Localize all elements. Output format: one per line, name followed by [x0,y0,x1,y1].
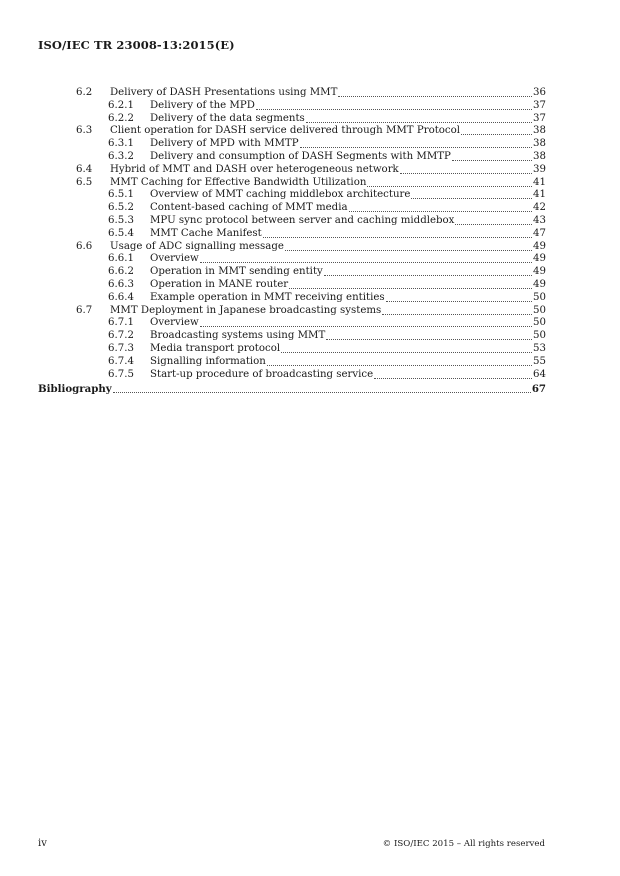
toc-entry[interactable] [108,316,546,329]
toc-entry-title: Broadcasting systems using MMT [150,330,326,342]
toc-entry-number: 6.7 [76,304,93,316]
toc-entry[interactable] [108,137,546,150]
toc-entry-title: Overview of MMT caching middlebox architecture [150,189,411,201]
toc-entry[interactable] [76,163,546,176]
toc-entry-title: Content-based caching of MMT media [150,202,348,214]
copyright-notice: © ISO/IEC 2015 – All rights reserved [382,839,545,849]
toc-entry-title: Client operation for DASH service delivered through MMT Protocol [110,125,461,137]
toc-entry-page: 55 [533,355,546,367]
toc-entry-number: 6.4 [76,163,93,175]
toc-entry-title: Delivery of the data segments [150,112,305,124]
toc-entry-page: 41 [533,176,546,188]
toc-entry-title: MMT Caching for Effective Bandwidth Utilization [110,176,367,188]
toc-entry-page: 38 [533,125,546,137]
toc-entry-page: 37 [533,99,546,111]
dot-leader [256,109,532,110]
document-id-header: ISO/IEC TR 23008-13:2015(E) [38,38,235,52]
toc-entry-title: Bibliography [38,383,112,395]
toc-entry-page: 38 [533,138,546,150]
toc-entry-number: 6.3.1 [108,138,134,150]
toc-entry[interactable] [76,304,546,317]
toc-entry-title: Operation in MMT sending entity [150,266,323,278]
toc-entry-page: 36 [533,87,546,98]
toc-entry-number: 6.7.2 [108,330,134,342]
toc-entry-number: 6.2 [76,87,93,98]
dot-leader [200,326,532,327]
toc-entry-number: 6.5.4 [108,227,134,239]
toc-entry[interactable] [108,265,546,278]
toc-entry-number: 6.3 [76,125,93,137]
toc-entry[interactable] [76,240,546,253]
toc-entry[interactable] [108,291,546,304]
dot-leader [455,224,532,225]
toc-entry-title: Usage of ADC signalling message [110,240,284,252]
dot-leader [300,147,532,148]
toc-entry-title: Delivery of DASH Presentations using MMT [110,87,338,98]
toc-entry-number: 6.6 [76,240,93,252]
toc-entry-page: 50 [533,304,546,316]
toc-entry-title: MMT Deployment in Japanese broadcasting systems [110,304,382,316]
toc-entry-title: Delivery and consumption of DASH Segments with MMTP [150,151,451,162]
toc-entry-page: 50 [533,291,546,303]
toc-entry-number: 6.7.4 [108,355,134,367]
toc-entry-number: 6.7.3 [108,343,134,354]
toc-entry-page: 67 [531,383,546,395]
dot-leader [306,122,532,123]
toc-entry[interactable] [108,329,546,342]
dot-leader [349,211,533,212]
toc-entry[interactable] [108,188,546,201]
toc-entry-title: Hybrid of MMT and DASH over heterogeneous network [110,163,399,175]
page-number: iv [38,838,47,849]
toc-entry-title: Signalling information [150,355,266,367]
dot-leader [461,134,532,135]
toc-entry-number: 6.5.2 [108,202,134,214]
toc-entry[interactable] [108,342,546,355]
dot-leader [367,186,532,187]
dot-leader [200,262,532,263]
toc-entry-page: 39 [533,163,546,175]
toc-entry-page: 37 [533,112,546,124]
toc-entry-title: Delivery of the MPD [150,99,255,111]
toc-entry-page: 49 [533,266,546,278]
toc-entry-number: 6.7.5 [108,368,134,380]
toc-entry-number: 6.6.3 [108,279,134,290]
toc-entry[interactable] [108,227,546,240]
toc-entry-title: Start-up procedure of broadcasting service [150,368,374,380]
dot-leader [281,352,532,353]
toc-entry[interactable] [108,214,546,227]
dot-leader [113,392,531,393]
dot-leader [382,314,532,315]
toc-entry-page: 49 [533,240,546,252]
toc-entry-number: 6.5.1 [108,189,134,201]
toc-entry-number: 6.2.2 [108,112,134,124]
toc-entry[interactable] [108,201,546,214]
toc-entry-page: 47 [533,227,546,239]
toc-entry-number: 6.2.1 [108,99,134,111]
toc-entry-number: 6.6.1 [108,253,134,265]
toc-entry[interactable] [108,368,546,381]
toc-entry-title: Operation in MANE router [150,279,289,290]
toc-entry[interactable] [76,176,546,189]
toc-entry-page: 38 [533,151,546,162]
toc-entry[interactable] [108,278,546,291]
toc-entry-title: Overview [150,317,199,329]
dot-leader [338,96,532,97]
toc-entry-title: Delivery of MPD with MMTP [150,138,299,150]
toc-entry-page: 50 [533,317,546,329]
toc-entry[interactable] [108,355,546,368]
toc-entry-page: 49 [533,279,546,290]
toc-entry-page: 42 [533,202,546,214]
toc-entry-title: MMT Cache Manifest [150,227,262,239]
toc-entry[interactable] [108,99,546,112]
toc-entry-number: 6.6.4 [108,291,134,303]
dot-leader [386,301,532,302]
dot-leader [267,365,532,366]
toc-entry[interactable] [108,112,546,125]
dot-leader [285,250,532,251]
toc-entry-number: 6.7.1 [108,317,134,329]
dot-leader [452,160,532,161]
dot-leader [289,288,532,289]
toc-entry[interactable] [108,252,546,265]
dot-leader [374,378,532,379]
toc-entry-bibliography[interactable] [38,382,546,395]
toc-entry-page: 53 [533,343,546,354]
toc-entry-page: 43 [533,215,546,226]
toc-entry-page: 49 [533,253,546,265]
dot-leader [324,275,532,276]
toc-entry-title: MPU sync protocol between server and caching middlebox [150,215,455,226]
toc-entry[interactable] [108,150,546,163]
dot-leader [411,198,532,199]
toc-entry-title: Example operation in MMT receiving entities [150,291,385,303]
toc-entry-page: 41 [533,189,546,201]
toc-entry-number: 6.5 [76,176,93,188]
toc-entry-page: 64 [533,368,546,380]
toc-entry[interactable] [76,124,546,137]
dot-leader [263,237,532,238]
toc-entry-page: 50 [533,330,546,342]
toc-entry-title: Media transport protocol [150,343,281,354]
toc-entry-number: 6.3.2 [108,151,134,162]
dot-leader [326,339,532,340]
toc-entry[interactable] [76,86,546,99]
toc-entry-number: 6.5.3 [108,215,134,226]
toc-entry-number: 6.6.2 [108,266,134,278]
dot-leader [400,173,532,174]
toc-entry-title: Overview [150,253,199,265]
